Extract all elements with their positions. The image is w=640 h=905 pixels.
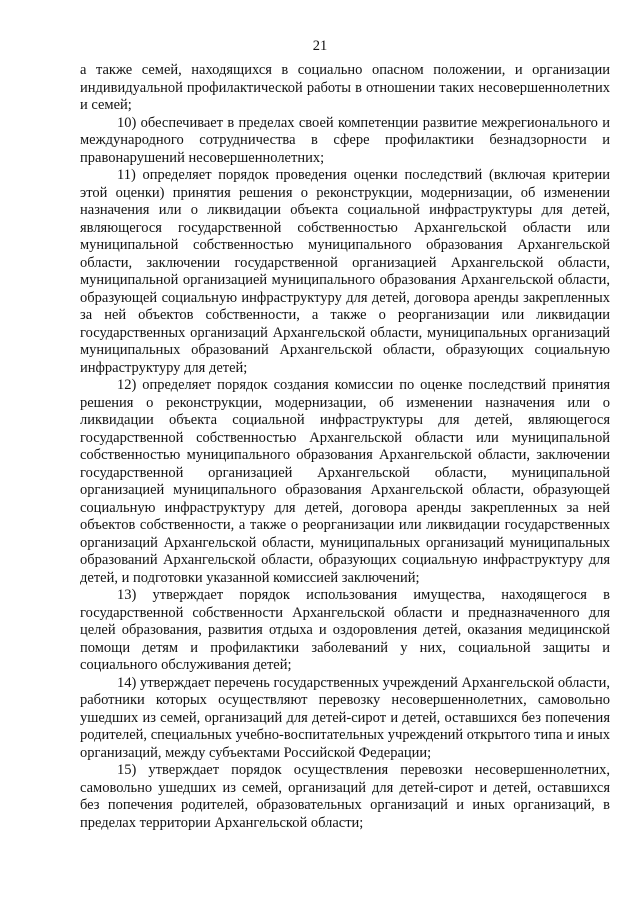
paragraph-continuation: а также семей, находящихся в социально опасном положении, и организации индивидуальной профилактической работы в отношении таких несовершеннолетних и семей; bbox=[80, 62, 610, 113]
paragraph-item-13: 13) утверждает порядок использования имущества, находящегося в государственной собственности Архангельской области и предназначенного для целей образования, развития отдыха и оздоровления детей, оказания медицинской помощи детям и профилактики заболеваний у них, социальной защиты и социального обслуживания детей; bbox=[80, 587, 610, 673]
paragraph-item-15: 15) утверждает порядок осуществления перевозки несовершеннолетних, самовольно ушедших из семей, организаций для детей-сирот и детей, оставшихся без попечения родителей, образовательных организаций и иных организаций, в пределах территории Архангельской области; bbox=[80, 762, 610, 831]
paragraph-item-12: 12) определяет порядок создания комиссии по оценке последствий принятия решения о реконструкции, модернизации, об изменении назначения или о ликвидации объекта социальной инфраструктуры для детей, являющегося государственной собственностью Архангельской области или муниципальной собственностью муниципального образования Архангельской области, заключении государственной организацией Архангельской области, муниципальной организацией муниципального образования Архангельской области, образующей социальную инфраструктуру для детей, договора аренды закрепленных за ней объектов собственности, а также о реорганизации или ликвидации государственных организаций Архангельской области, муниципальных организаций муниципальных образований Архангельской области, образующих социальную инфраструктуру для детей, и подготовки указанной комиссией заключений; bbox=[80, 377, 610, 586]
paragraph-item-10: 10) обеспечивает в пределах своей компетенции развитие межрегионального и международного сотрудничества в сфере профилактики безнадзорности и правонарушений несовершеннолетних; bbox=[80, 114, 610, 166]
paragraph-item-11: 11) определяет порядок проведения оценки последствий (включая критерии этой оценки) принятия решения о реконструкции, модернизации, об изменении назначения или о ликвидации объекта социальной инфраструктуры для детей, являющегося государственной собственностью Архангельской области или муниципальной собственностью муниципального образования Архангельской области, заключении государственной организацией Архангельской области, муниципальной организацией муниципального образования Архангельской области, образующей социальную инфраструктуру для детей, договора аренды закрепленных за ней объектов собственности, а также о реорганизации или ликвидации государственных организаций Архангельской области, муниципальных организаций муниципальных образований Архангельской области, образующих социальную инфраструктуру для детей; bbox=[80, 167, 610, 376]
document-body bbox=[80, 62, 610, 832]
paragraph-item-14: 14) утверждает перечень государственных учреждений Архангельской области, работники которых осуществляют перевозку несовершеннолетних, самовольно ушедших из семей, организаций для детей-сирот и детей, оставшихся без попечения родителей, специальных учебно-воспитательных учреждений открытого типа и иных организаций, между субъектами Российской Федерации; bbox=[80, 674, 610, 761]
page-number: 21 bbox=[312, 38, 328, 54]
